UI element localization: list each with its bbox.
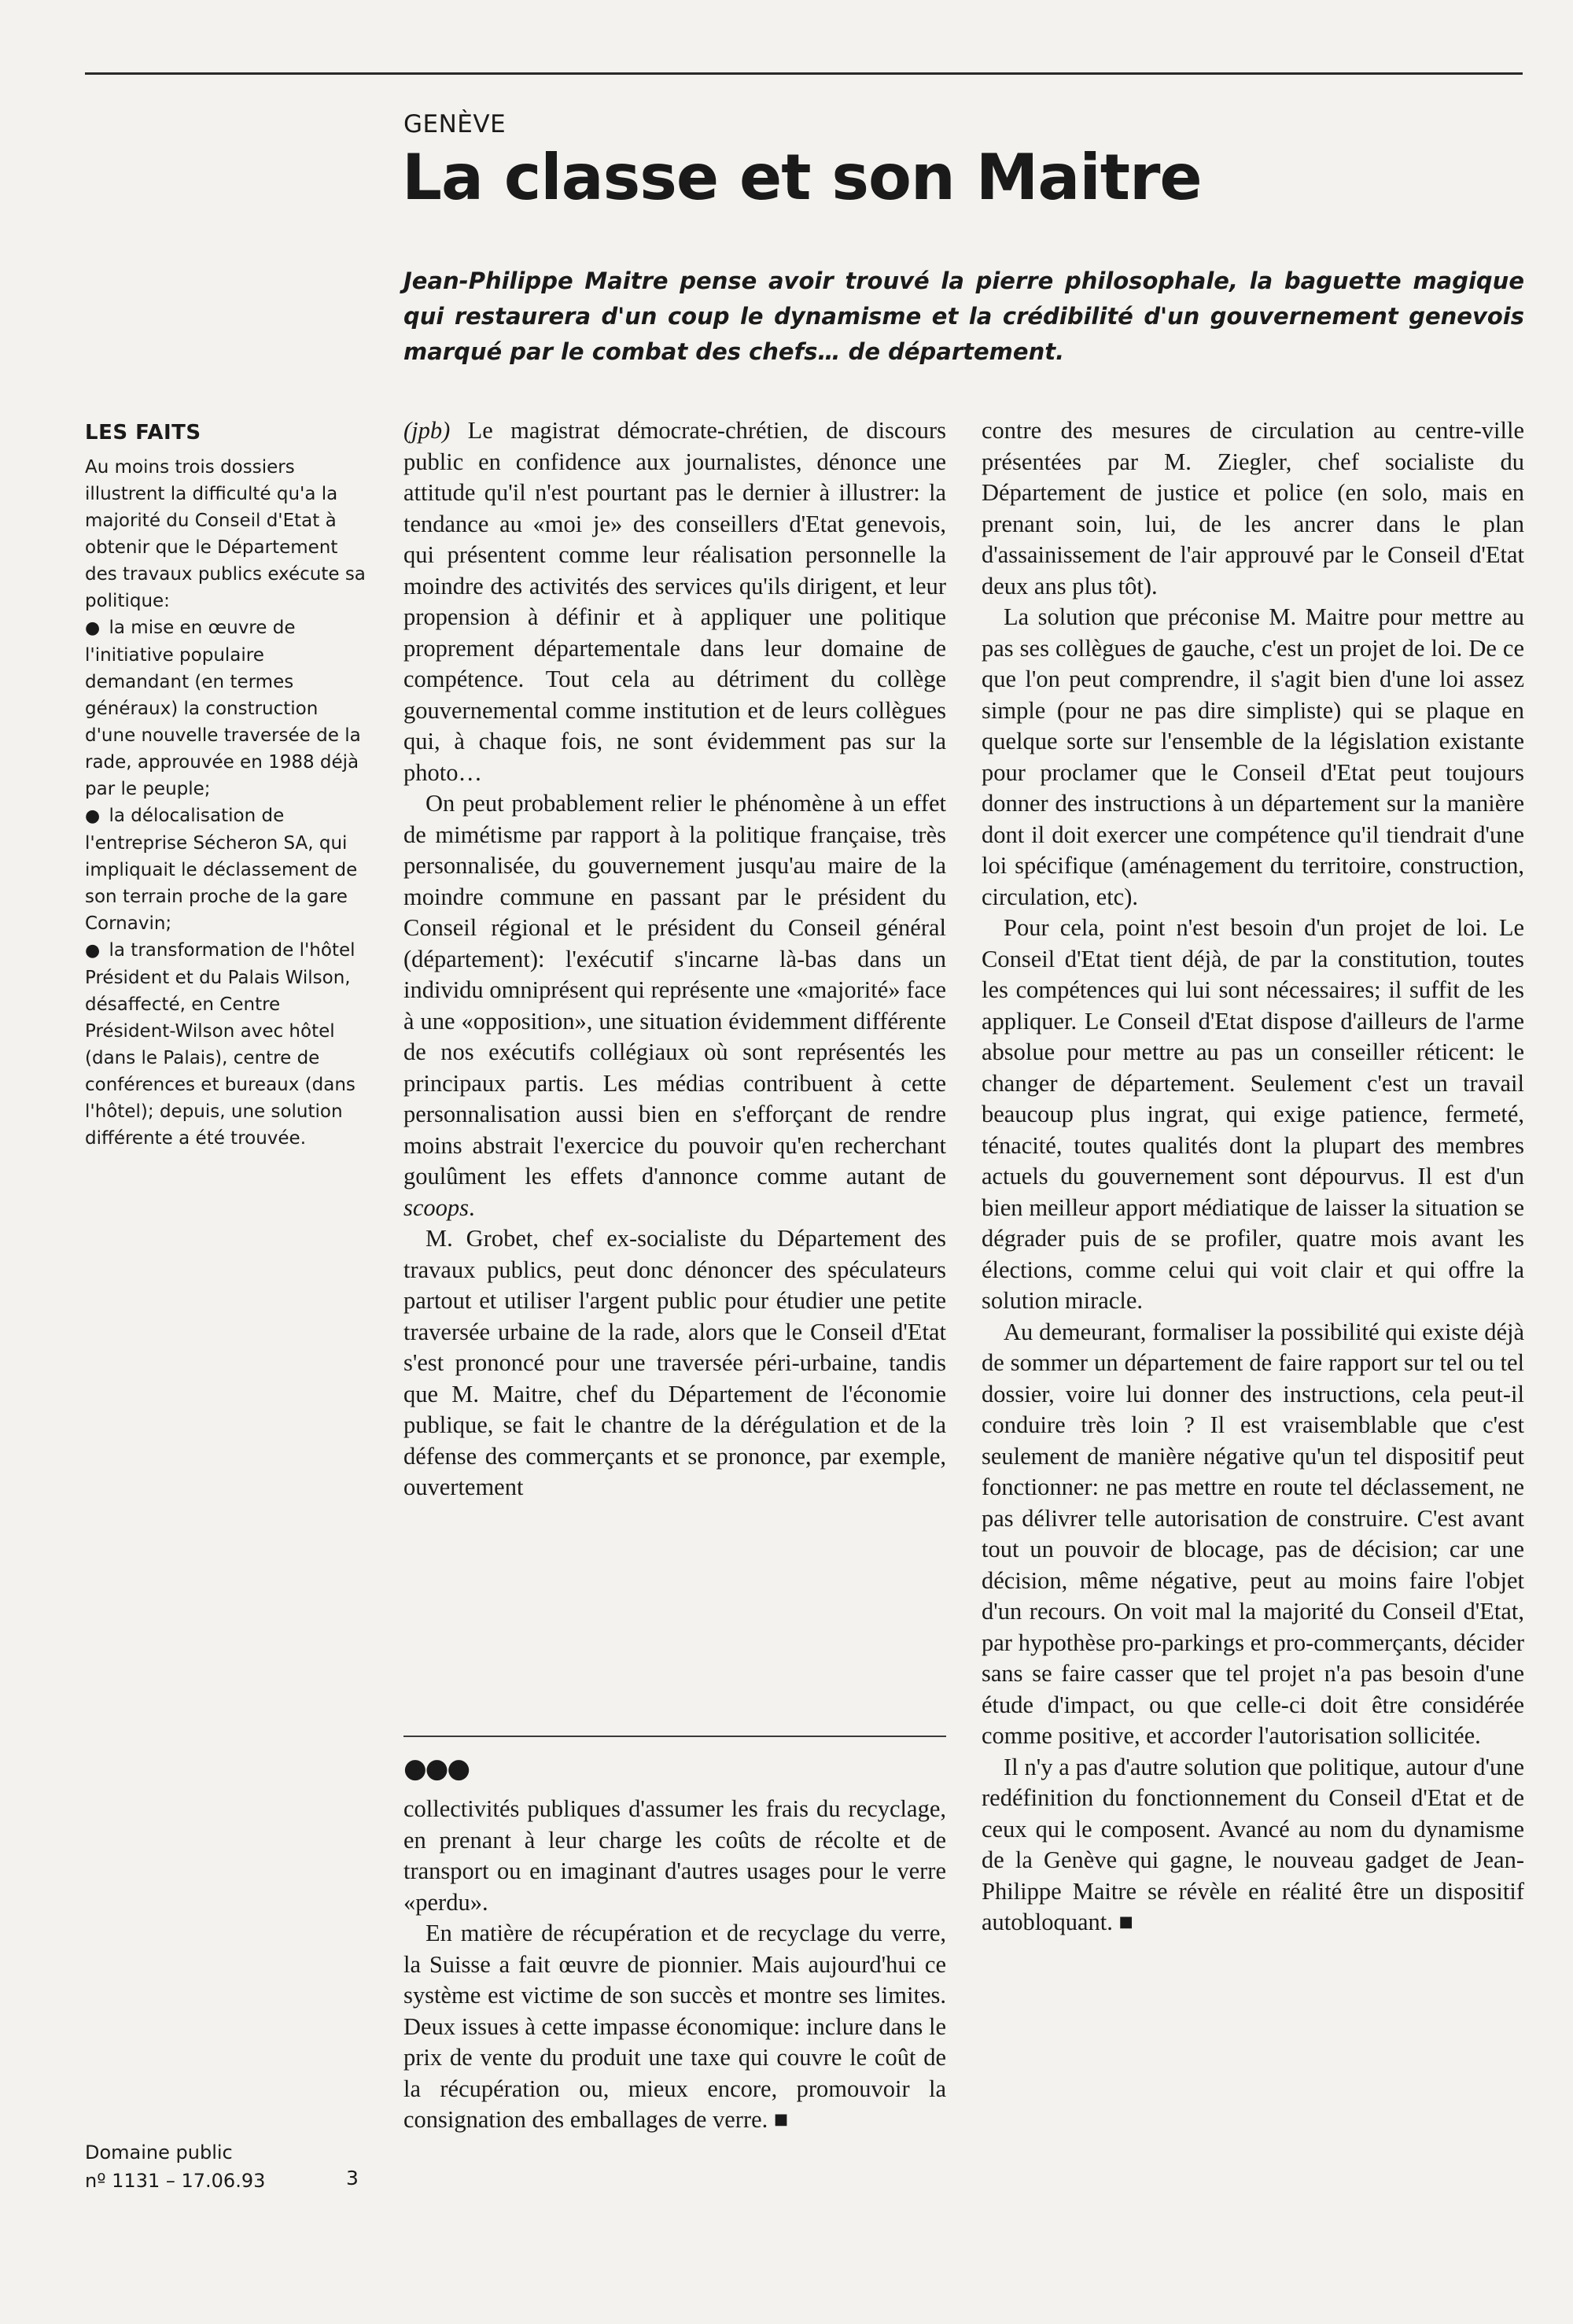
publication-footer [85,2138,265,2195]
paragraph: On peut probablement relier le phénomène à un effet de mimétisme par rapport à la politique française, très personnalisée, du gouvernement jusqu'au maire de la moindre commune en passant par le président du Conseil régional et le président du Conseil général (département): l'exécutif s'incarne là-bas dans un individu omniprésent qui représente une «majorité» face à une «opposition», une situation évidemment différente de nos exécutifs collégiaux où sont représentés les principaux partis. Les médias contribuent à cette personnalisation aussi bien en s'efforçant de rendre moins abstrait l'exercice du pouvoir qu'en recherchant goulûment les effets d'annonce comme autant de scoops. [403,790,946,1221]
paragraph: M. Grobet, chef ex-socialiste du Département des travaux publics, peut donc dénoncer des spéculateurs partout et utiliser l'argent public pour étudier une petite traversée urbaine de la rade, alors que le Conseil d'Etat s'est prononcé pour une traversée péri-urbaine, tandis que M. Maitre, chef du Département de l'économie publique, se fait le chantre de la dérégulation et de la défense des commerçants et se prononce, par exemple, ouvertement [403,1225,946,1500]
paragraph: La solution que préconise M. Maitre pour mettre au pas ses collègues de gauche, c'est un projet de loi. De ce que l'on peut comprendre, il s'agit bien d'une loi assez simple (pour ne pas dire simpliste) qui se plaque en quelque sorte sur l'ensemble de la législation existante pour proclamer que le Conseil d'Etat peut toujours donner des instructions à un département sur la manière dont il doit exercer une compétence qu'il tiendrait d'une loi spécifique (aménagement du territoire, construction, circulation, etc). [982,603,1524,910]
section-kicker: GENÈVE [403,110,507,138]
list-item-text: la mise en œuvre de l'initiative populaire demandant (en termes généraux) la construction d'une nouvelle traversée de la rade, approuvée en 1988 déjà par le peuple; [85,618,361,799]
list-item [85,802,368,937]
facts-sidebar [85,421,368,1152]
paragraph: collectivités publiques d'assumer les frais du recyclage, en prenant à leur charge les coûts de récolte et de transport ou en imaginant d'autres usages pour le verre «perdu». [403,1795,946,1916]
page-number: 3 [346,2167,359,2189]
continuation-marker: ●●● [403,1753,470,1784]
publication-name: Domaine public [85,2141,233,2164]
paragraph: Au demeurant, formaliser la possibilité qui existe déjà de sommer un département de faire rapport sur tel ou tel dossier, voire lui donner des instructions, cela peut-il conduire très loin ? Il est vraisemblable que c'est seulement de manière négative qu'un tel dispositif peut fonctionner: ne pas mettre en route tel déclassement, ne pas délivrer telle autorisation de construire. C'est avant tout un pouvoir de blocage, pas de décision; car une décision, même négative, peut au moins faire l'objet d'un recours. On voit mal la majorité du Conseil d'Etat, par hypothèse pro-parkings et pro-commerçants, décider sans se faire casser que tel projet n'a pas besoin d'une étude d'impact, ou que celle-ci doit être considérée comme positive, et accorder l'autorisation sollicitée. [982,1318,1524,1749]
top-rule [85,72,1523,75]
paragraph: Il n'y a pas d'autre solution que politique, autour d'une redéfinition du fonctionnement du Conseil d'Etat et de ceux qui le composent. Avancé au nom du dynamisme de la Genève qui gagne, le nouveau gadget de Jean-Philippe Maitre se révèle en réalité être un dispositif autobloquant. ■ [982,1753,1524,1935]
list-item [85,614,368,802]
paragraph: En matière de récupération et de recyclage du verre, la Suisse a fait œuvre de pionnier. Mais aujourd'hui ce système est victime de son succès et montre ses limites. Deux issues à cette impasse économique: inclure dans le prix de vente du produit une taxe qui couvre le coût de la récupération ou, mieux encore, promouvoir la consignation des emballages de verre. ■ [403,1920,946,2133]
sidebar-intro: Au moins trois dossiers illustrent la difficulté qu'a la majorité du Conseil d'Etat à obtenir que le Département des travaux publics exécute sa politique: [85,457,366,611]
paragraph: (jpb) Le magistrat démocrate-chrétien, de discours public en confidence aux journalistes, dénonce une attitude qu'il n'est pourtant pas le dernier à illustrer: la tendance au «moi je» des conseillers d'Etat genevois, qui présentent comme leur réalisation personnelle la moindre des activités des services qu'ils dirigent, et leur propension à définir et à appliquer une politique proprement départementale dans leur domaine de compétence. Tout cela au détriment du collège gouvernemental comme institution et de leurs collègues qui, à chaque fois, ne sont évidemment pas sur la photo… [403,417,946,786]
list-item [85,937,368,1152]
author-initials: (jpb) [403,417,451,444]
sidebar-list [85,614,368,1152]
sidebar-heading: LES FAITS [85,421,201,445]
continuation-column [403,1794,946,2136]
list-item-text: la transformation de l'hôtel Président et du Palais Wilson, désaffecté, en Centre Président-Wilson avec hôtel (dans le Palais), centre de conférences et bureaux (dans l'hôtel); depuis, une solution différente a été trouvée. [85,940,355,1149]
article-headline: La classe et son Maitre [402,141,1202,214]
list-item-text: la délocalisation de l'entreprise Sécheron SA, qui impliquait le déclassement de son terrain proche de la gare Cornavin; [85,806,358,934]
bullet-icon: ● [85,618,101,638]
issue-info: nº 1131 – 17.06.93 [85,2170,266,2192]
article-column-2 [982,415,1524,1939]
article-lede: Jean-Philippe Maitre pense avoir trouvé la pierre philosophale, la baguette magique qui restaurera d'un coup le dynamisme et la crédibilité d'un gouvernement genevois marqué par le combat des chefs… de département. [403,267,1524,365]
continuation-rule [403,1736,946,1737]
article-column-1 [403,415,946,1503]
bullet-icon: ● [85,806,101,826]
bullet-icon: ● [85,941,101,961]
paragraph: contre des mesures de circulation au centre-ville présentées par M. Ziegler, chef socialiste du Département de justice et police (en solo, mais en prenant soin, lui, de les ancrer dans le plan d'assainissement de l'air approuvé par le Conseil d'Etat deux ans plus tôt). [982,417,1524,599]
paragraph: Pour cela, point n'est besoin d'un projet de loi. Le Conseil d'Etat tient déjà, de par la constitution, toutes les compétences qui lui sont nécessaires; il suffit de les appliquer. Le Conseil d'Etat dispose d'ailleurs de l'arme absolue pour mettre au pas un conseiller réticent: le changer de département. Seulement c'est un travail beaucoup plus ingrat, qui exige patience, fermeté, ténacité, toutes qualités dont la plupart des membres actuels du gouvernement sont dépourvus. Il est d'un bien meilleur apport médiatique de laisser la situation se dégrader puis de se profiler, quatre mois avant les élections, comme celui qui voit clair et qui offre la solution miracle. [982,914,1524,1314]
